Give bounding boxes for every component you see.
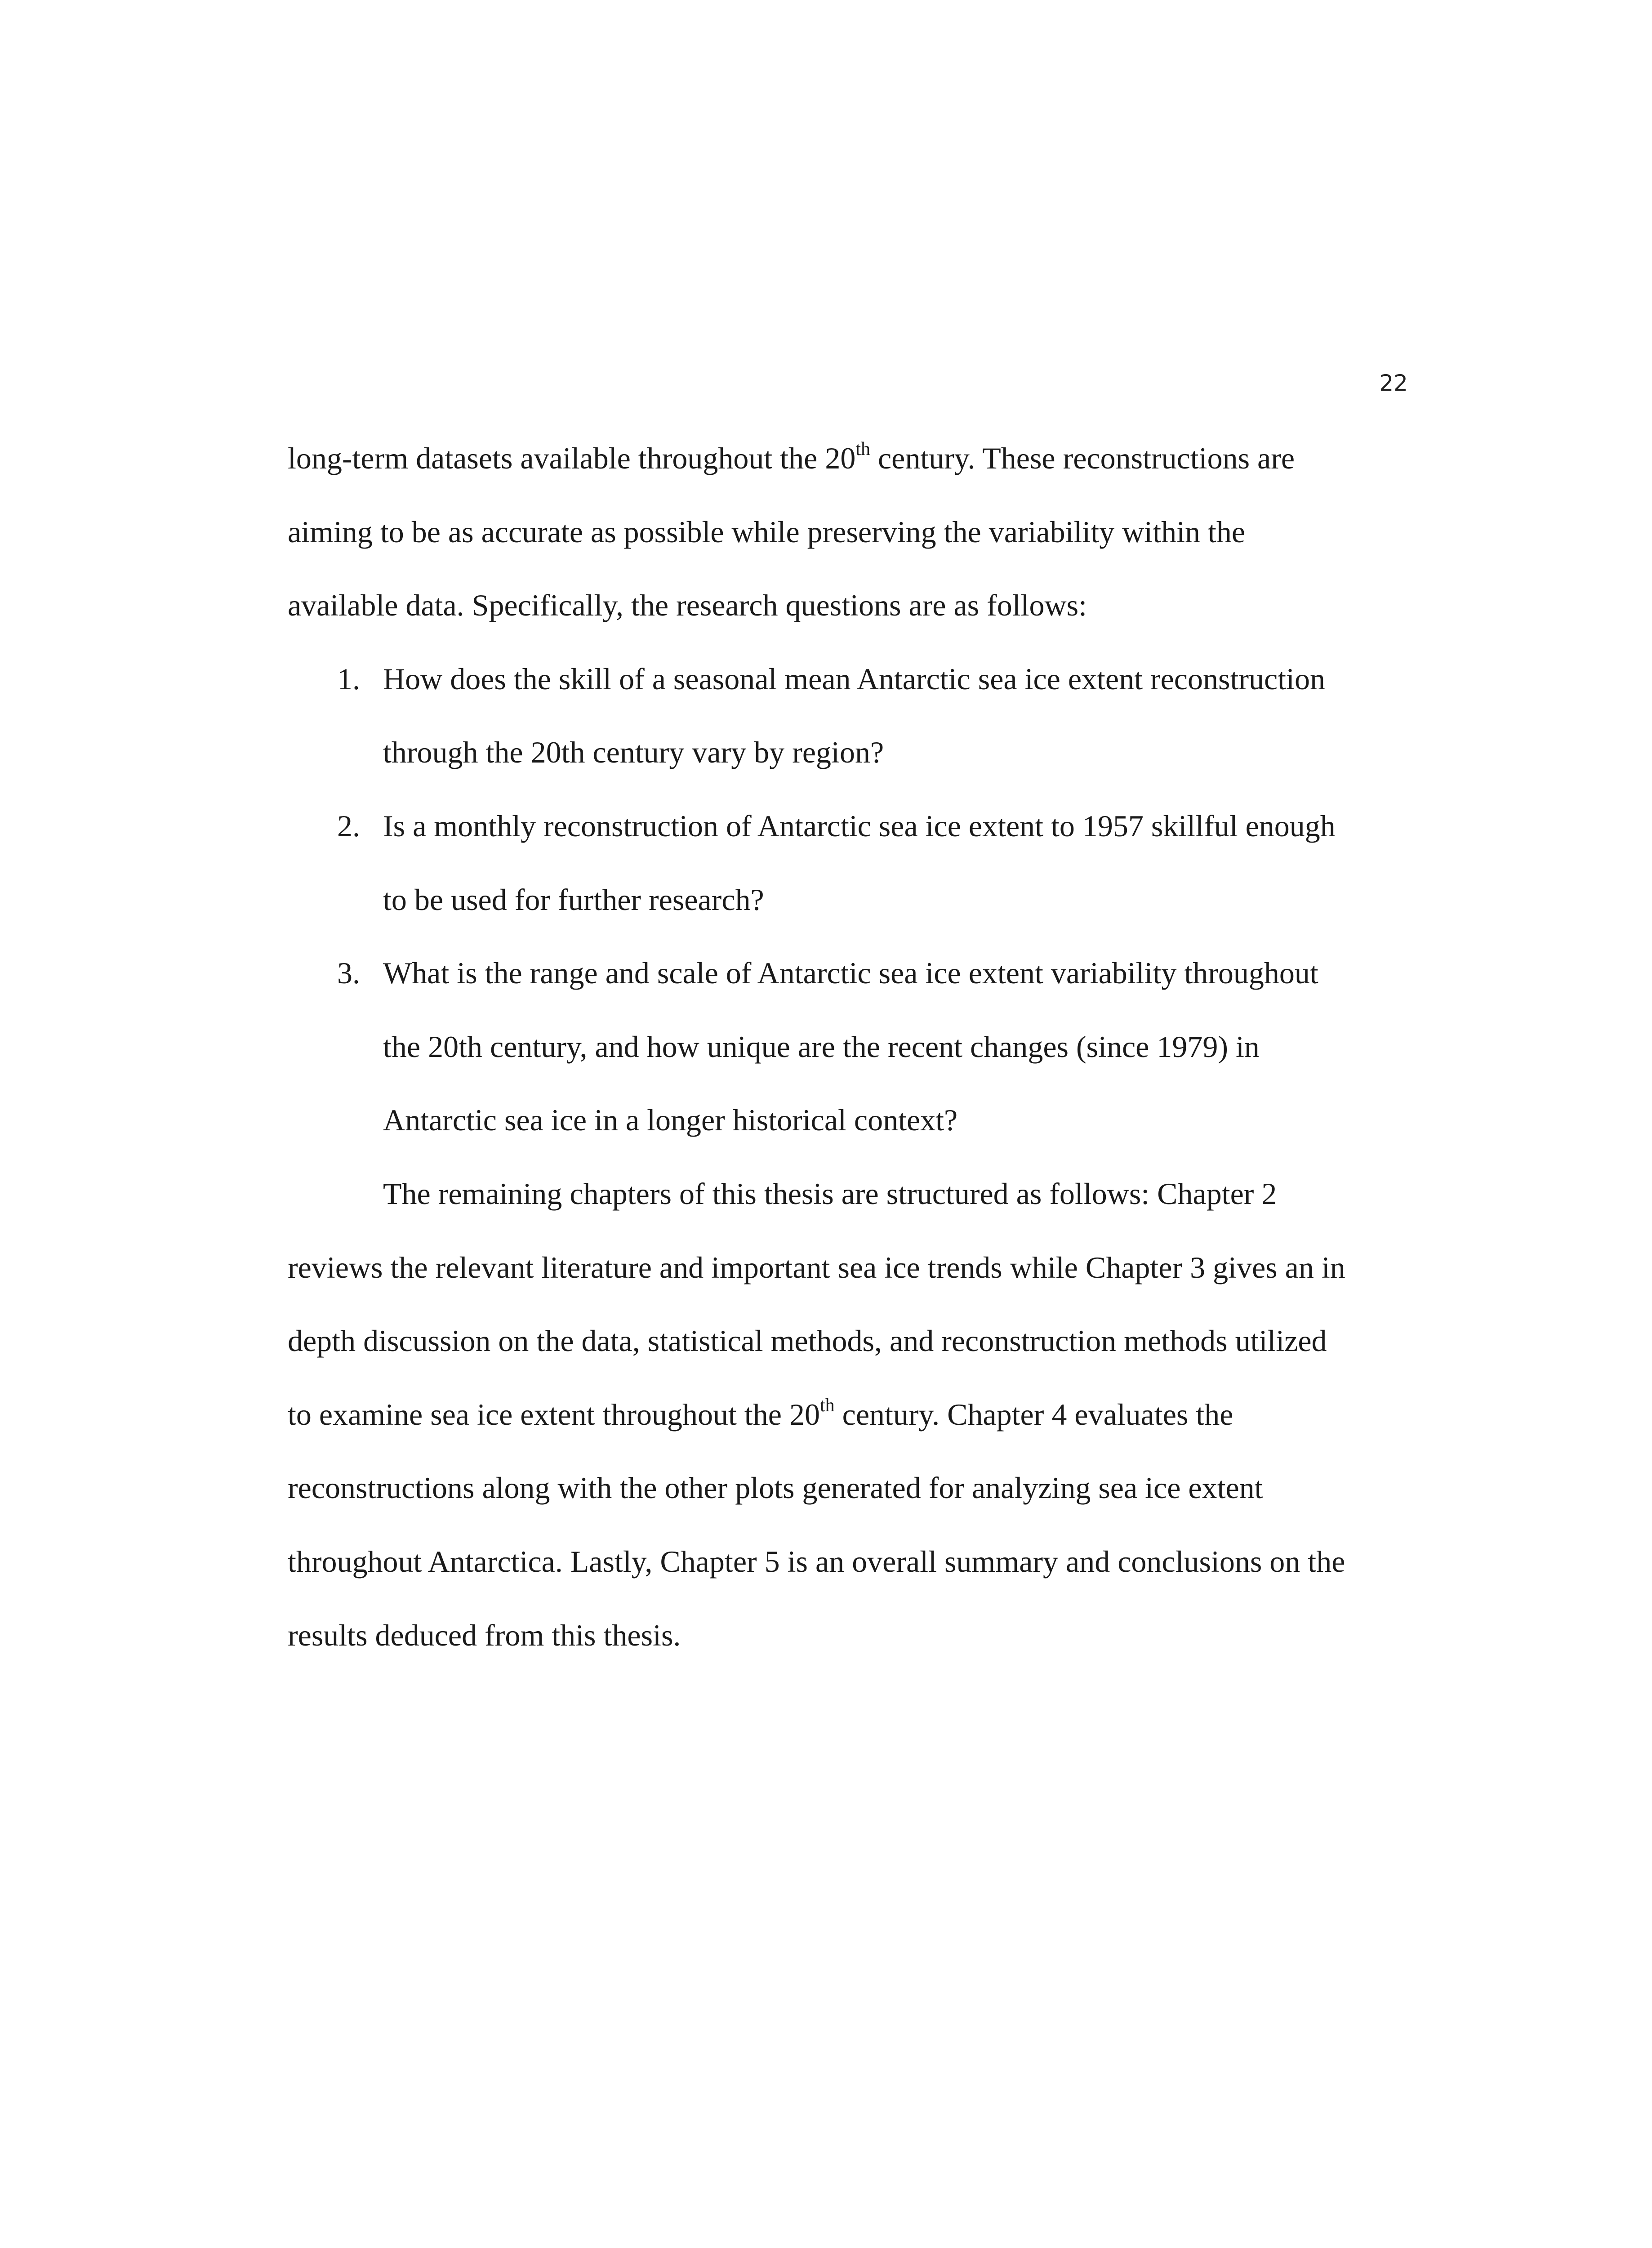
closing-line-3: depth discussion on the data, statistical methods, and reconstruction methods utilized (288, 1324, 1327, 1358)
closing-line-6: throughout Antarctica. Lastly, Chapter 5 is an overall summary and conclusions on the (288, 1544, 1345, 1579)
closing-line-7: results deduced from this thesis. (288, 1618, 681, 1652)
question-1-cont: through the 20th century vary by region? (383, 735, 884, 770)
closing-line-5: reconstructions along with the other plots generated for analyzing sea ice extent (288, 1471, 1263, 1505)
intro-line-1-text: long-term datasets available throughout the 20 (288, 441, 856, 475)
closing-line-4-text: to examine sea ice extent throughout the 20 (288, 1397, 820, 1432)
question-number: 2. (337, 808, 360, 843)
question-number: 3. (337, 956, 360, 990)
superscript: th (855, 439, 870, 460)
question-3-cont-1: the 20th century, and how unique are the recent changes (since 1979) in (383, 1029, 1260, 1064)
question-text: Is a monthly reconstruction of Antarctic sea ice extent to 1957 skillful enough (383, 808, 1336, 843)
question-2-cont: to be used for further research? (383, 882, 764, 917)
closing-line-1: The remaining chapters of this thesis are structured as follows: Chapter 2 (383, 1176, 1277, 1211)
question-text: What is the range and scale of Antarctic sea ice extent variability throughout (383, 956, 1318, 990)
page-number: 22 (1379, 370, 1408, 396)
question-1 (288, 642, 1409, 716)
question-2 (288, 789, 1409, 863)
intro-line-1-text-cont: century. These reconstructions are (870, 441, 1295, 475)
question-text: How does the skill of a seasonal mean Antarctic sea ice extent reconstruction (383, 661, 1325, 696)
intro-line-1 (288, 422, 1409, 495)
question-3-cont-2: Antarctic sea ice in a longer historical context? (383, 1103, 958, 1137)
closing-line-4-text-cont: century. Chapter 4 evaluates the (834, 1397, 1233, 1432)
superscript: th (819, 1395, 835, 1416)
intro-line-2: aiming to be as accurate as possible while preserving the variability within the (288, 514, 1246, 549)
body-text (288, 422, 1409, 1672)
intro-line-3: available data. Specifically, the research questions are as follows: (288, 588, 1087, 623)
closing-line-4 (288, 1378, 1409, 1452)
closing-line-2: reviews the relevant literature and important sea ice trends while Chapter 3 gives an in (288, 1250, 1345, 1285)
question-number: 1. (337, 661, 360, 696)
question-3 (288, 937, 1409, 1010)
